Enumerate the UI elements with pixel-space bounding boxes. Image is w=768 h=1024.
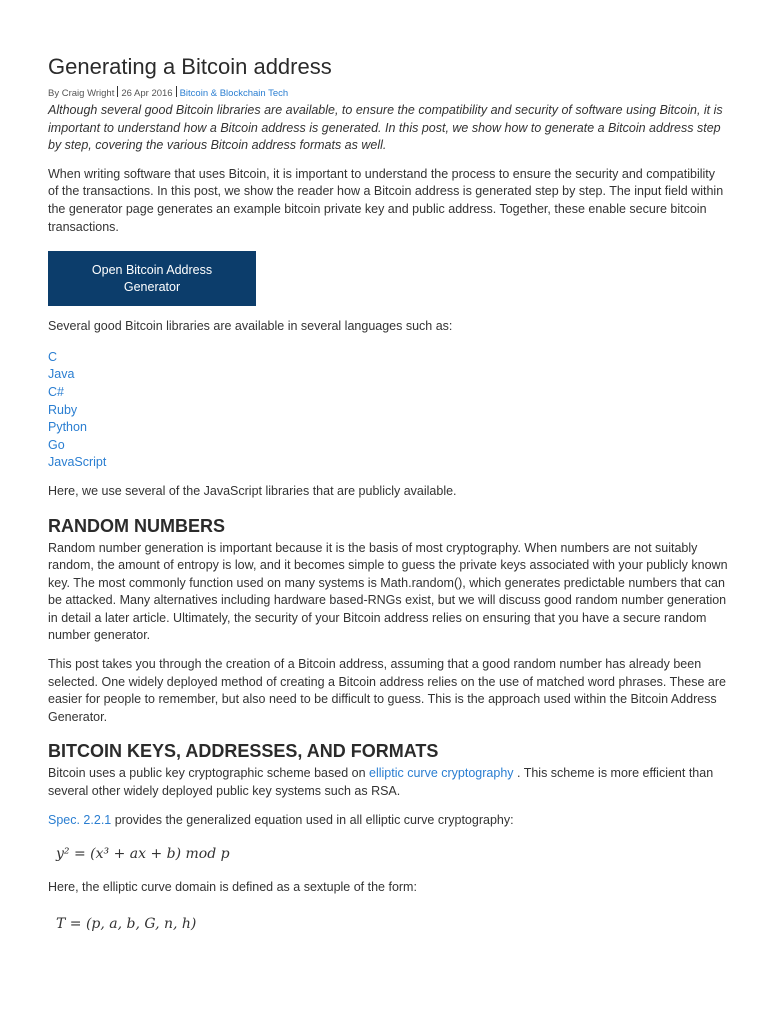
body-paragraph: Random number generation is important because it is the basis of most cryptography. When numbers are not suitably random, the amount of entropy is low, and it becomes simple to guess the private keys associated with your publicly known key. The most commonly function used on many systems is Math.random(), which generates predictable numbers that can be attacked. Many alternatives including hardware based-RNGs exist, but we will discuss good random number generation in detail a later article. Ultimately, the security of your Bitcoin address relies on ensuring that you have a secure random number generator. xyxy=(48,540,728,643)
js-note: Here, we use several of the JavaScript libraries that are publicly available. xyxy=(48,483,457,498)
body-paragraph: Here, the elliptic curve domain is defined as a sextuple of the form: xyxy=(48,880,417,895)
language-list xyxy=(48,349,728,472)
text-segment: Bitcoin uses a public key cryptographic scheme based on xyxy=(48,766,370,781)
body-paragraph: When writing software that uses Bitcoin, it is important to understand the process to ensure the security and compatibility of the transactions. In this post, we show the reader how a Bitcoin address is generated step by step. The input field within the generator page generates an example bitcoin private key and public address. Together, these enable secure bitcoin transactions. xyxy=(48,166,724,234)
author: By Craig Wright xyxy=(48,88,115,99)
meta-divider xyxy=(117,86,118,97)
libraries-intro: Several good Bitcoin libraries are available in several languages such as: xyxy=(48,319,453,334)
equation-domain-sextuple: T = (p, a, b, G, n, h) xyxy=(56,915,197,932)
intro-paragraph: Although several good Bitcoin libraries are available, to ensure the compatibility and security of software using Bitcoin, it is important to understand how a Bitcoin address is generated. In this post, we show how to generate a Bitcoin address step by step, covering the various Bitcoin address formats as well. xyxy=(48,103,723,153)
open-generator-label: Open Bitcoin Address Generator xyxy=(91,262,213,294)
section-heading-bitcoin-keys: BITCOIN KEYS, ADDRESSES, AND FORMATS xyxy=(48,741,439,762)
text-segment: . This scheme is more efficient than several other widely deployed public key systems such as RSA. xyxy=(48,766,714,799)
equation-elliptic-curve: y² = (x³ + ax + b) mod p xyxy=(56,846,230,863)
language-link-ruby[interactable]: Ruby xyxy=(48,402,78,417)
spec-link[interactable]: Spec. 2.2.1 xyxy=(48,812,112,827)
language-link-c[interactable]: C xyxy=(48,349,58,364)
language-link-python[interactable]: Python xyxy=(48,420,87,435)
article-meta xyxy=(48,86,728,101)
publish-date: 26 Apr 2016 xyxy=(121,88,173,99)
language-link-go[interactable]: Go xyxy=(48,437,65,452)
language-link-javascript[interactable]: JavaScript xyxy=(48,455,107,470)
page-title: Generating a Bitcoin address xyxy=(48,54,332,79)
article xyxy=(48,52,728,935)
body-paragraph: This post takes you through the creation of a Bitcoin address, assuming that a good random number has already been selected. One widely deployed method of creating a Bitcoin address relies on the use of matched word phrases. These are easier for people to remember, but also need to be difficult to guess. This is the approach used within the Bitcoin Address Generator. xyxy=(48,657,726,724)
language-link-csharp[interactable]: C# xyxy=(48,384,64,399)
body-paragraph xyxy=(48,812,728,830)
language-link-java[interactable]: Java xyxy=(48,367,75,382)
text-segment: provides the generalized equation used in all elliptic curve cryptography: xyxy=(111,812,514,827)
body-paragraph xyxy=(48,765,728,800)
meta-divider xyxy=(176,86,177,97)
elliptic-curve-link[interactable]: elliptic curve cryptography xyxy=(369,766,514,781)
section-heading-random-numbers: RANDOM NUMBERS xyxy=(48,515,225,536)
category-link[interactable]: Bitcoin & Blockchain Tech xyxy=(179,88,289,99)
open-generator-button[interactable] xyxy=(48,251,256,306)
